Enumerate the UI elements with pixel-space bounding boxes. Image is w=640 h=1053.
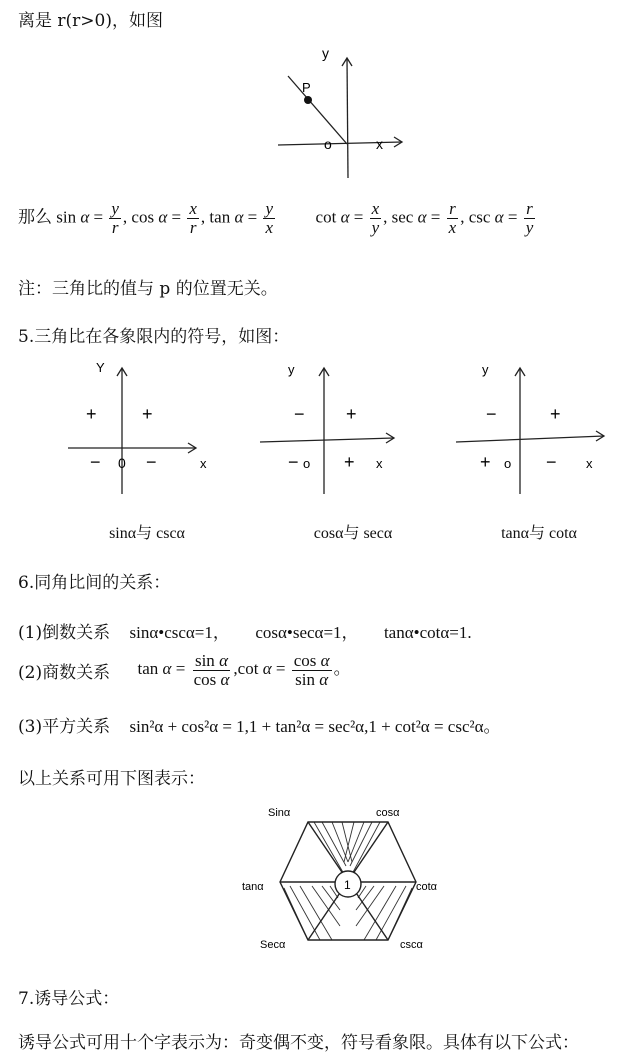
note-line: 注：三角比的值与 p 的位置无关。 [18,279,278,299]
reciprocal-relation [18,618,472,643]
quotient-formula: tan α = $\frac{\text{sin α}}{\text{cos α}}$ ,cot α = $\frac{\text{cos α}}{\text{sin α}}$ 。 [137,651,351,689]
fig1-p-label: P [302,80,311,95]
axis-y-label: Y [96,360,105,375]
fig1-x-label: x [376,136,383,152]
section-6-heading: 6.同角比间的关系： [18,573,171,593]
hexagon-label-sec: Secα [260,939,286,951]
definitions-prefix: 那么 [18,207,52,228]
quadrant-2-sign: − [294,404,305,424]
origin-label: 0 [118,455,126,471]
hexagon-intro: 以上关系可用下图表示： [18,769,205,789]
alpha: α [80,207,90,227]
origin-label: o [504,456,512,471]
fraction: $\frac{x}{y}$ [371,199,380,237]
origin-label: o [303,456,311,471]
quadrant-3-sign: − [288,452,299,472]
fraction: $\frac{x}{r}$ [189,199,197,237]
quadrant-diagram-sin [62,360,212,500]
quadrant-diagram-tan [454,360,614,500]
square-relation: (3)平方关系 sin²α + cos²α = 1,1 + tan²α = sec²α,1 + cot²α = csc²α。 [18,717,501,737]
sec-func: sec [391,207,414,227]
caption-tan-cot: tanα与 cotα [501,525,577,542]
quadrant-1-sign: + [550,404,561,424]
fraction: $\frac{y}{r}$ [111,199,119,237]
csc-func: csc [468,207,491,227]
quotient-relation [18,652,351,689]
quadrant-2-sign: − [486,404,497,424]
quadrant-4-sign: − [146,452,157,472]
hexagon-center: 1 [344,878,351,892]
hexagon-label-cot: cotα [416,881,438,893]
sin-func: sin [56,207,77,227]
definitions-line: 那么 sin α = $\frac{y}{r}$ , cos α = $\frac{x}{r}$ , tan α = $\frac{y}{x}$ cot α = $\frac{x}{y}$ , sec α = $\frac{r}{x}$ , csc α = $\frac{r}{y}$ [18,199,534,237]
quadrant-4-sign: − [546,452,557,472]
hexagon-label-csc: cscα [400,939,423,951]
square-label: (3)平方关系 [18,717,111,737]
quotient-label: (2)商数关系 [18,662,111,683]
axis-y-label: y [288,362,295,377]
cos-sec-identity: cosα•secα=1， [255,623,359,642]
intro-line: 离是 r(r>0)，如图 [18,11,163,31]
quadrant-3-sign: + [480,452,491,472]
quadrant-3-sign: − [90,452,101,472]
section-7-heading: 7.诱导公式： [18,989,120,1009]
axis-x-label: x [376,456,383,471]
axis-x-label: x [586,456,593,471]
point-p [304,96,312,104]
hexagon-label-cos: cosα [376,807,400,819]
fig1-origin-label: o [324,136,332,152]
caption-cos-sec: cosα与 secα [313,525,393,542]
quadrant-1-sign: + [346,404,357,424]
tan-func: tan [209,207,231,227]
quadrant-2-sign: + [86,404,97,424]
axis-x-label: x [200,456,207,471]
quadrant-diagram-cos [258,360,408,500]
sin-csc-identity: sinα•cscα=1， [129,623,230,642]
fraction: $\frac{r}{x}$ [448,199,457,237]
induction-formula-line: 诱导公式可用十个字表示为：奇变偶不变，符号看象限。具体有以下公式： [18,1033,579,1053]
hexagon-label-tan: tanα [242,881,264,893]
square-formula: sin²α + cos²α = 1,1 + tan²α = sec²α,1 + cot²α = csc²α [129,717,484,736]
quadrant-1-sign: + [142,404,153,424]
axis-y-label: y [482,362,489,377]
reciprocal-label: (1)倒数关系 [18,623,111,643]
cos-func: cos [131,207,155,227]
point-figure [270,44,410,184]
caption-sin-csc: sinα与 cscα [109,525,185,542]
hexagon-label-sin: Sinα [268,807,291,819]
quadrant-4-sign: + [344,452,355,472]
cot-func: cot [315,207,337,227]
fraction: $\frac{r}{y}$ [525,199,534,237]
fig1-y-label: y [322,45,329,61]
section-5-heading: 5.三角比在各象限内的符号，如图： [18,327,290,347]
fraction: $\frac{y}{x}$ [265,199,274,237]
tan-cot-identity: tanα•cotα=1. [383,623,472,642]
equals: = [93,207,104,227]
hexagon-diagram [240,800,450,950]
